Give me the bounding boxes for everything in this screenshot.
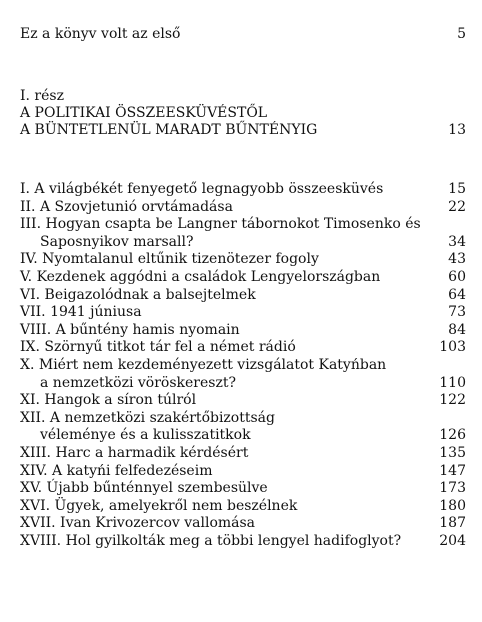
chapter-page: 103	[439, 339, 466, 356]
toc-entry-intro	[20, 26, 466, 43]
toc-entry-title: Ez a könyv volt az első	[20, 26, 181, 42]
chapter-title-line: XI. Hangok a síron túlról	[20, 392, 197, 409]
chapter-entry	[20, 339, 466, 357]
chapter-title	[20, 480, 439, 498]
chapter-page: 204	[439, 532, 466, 549]
chapter-entry	[20, 357, 466, 392]
chapter-title-line: X. Miért nem kezdeményezett vizsgálatot Katyńban	[20, 356, 387, 373]
chapter-entry	[20, 304, 466, 322]
part-page: 13	[448, 122, 466, 138]
chapter-title	[20, 445, 439, 463]
chapter-title	[20, 515, 439, 533]
chapter-entry	[20, 498, 466, 516]
chapter-title-continuation: Saposnyikov marsall?	[40, 233, 194, 250]
chapter-page: 84	[448, 321, 466, 338]
chapter-entry	[20, 515, 466, 533]
chapter-title	[20, 357, 439, 392]
chapter-title	[20, 216, 448, 251]
chapter-page: 126	[439, 427, 466, 444]
chapter-entry	[20, 392, 466, 410]
chapter-entry	[20, 322, 466, 340]
part-title-line-2: A BÜNTETLENÜL MARADT BŰNTÉNYIG	[20, 122, 318, 138]
chapter-entry	[20, 181, 466, 199]
chapter-title	[20, 392, 439, 410]
chapter-title-line: I. A világbékét fenyegető legnagyobb összeesküvés	[20, 181, 384, 197]
chapter-page: 22	[448, 198, 466, 215]
chapter-title-line: II. A Szovjetunió orvtámadása	[20, 198, 233, 215]
chapter-page: 73	[448, 304, 466, 321]
chapter-entry	[20, 199, 466, 217]
chapter-entry	[20, 533, 466, 551]
chapter-title-line: XV. Újabb bűnténnyel szembesülve	[20, 480, 268, 497]
chapter-page: 43	[448, 251, 466, 268]
chapter-title	[20, 269, 448, 287]
chapter-page: 110	[439, 374, 466, 391]
chapter-entry	[20, 287, 466, 305]
chapter-page: 122	[439, 392, 466, 409]
chapter-title-line: XVI. Ügyek, amelyekről nem beszélnek	[20, 497, 298, 514]
chapter-title	[20, 463, 439, 481]
chapter-page: 173	[439, 480, 466, 497]
chapter-page: 180	[439, 497, 466, 514]
chapter-entry	[20, 216, 466, 251]
chapter-title-line: IX. Szörnyű titkot tár fel a német rádió	[20, 339, 296, 356]
chapter-title-line: III. Hogyan csapta be Langner tábornokot Timosenko és	[20, 216, 421, 233]
chapter-title-line: VII. 1941 júniusa	[20, 304, 142, 321]
chapter-page: 187	[439, 515, 466, 532]
chapter-title-line: XVIII. Hol gyilkolták meg a többi lengyel hadifoglyot?	[20, 532, 402, 549]
chapter-title	[20, 339, 439, 357]
chapter-title	[20, 181, 448, 199]
chapter-title	[20, 304, 448, 322]
chapter-title-line: V. Kezdenek aggódni a családok Lengyelországban	[20, 268, 381, 285]
chapter-title-line: XIV. A katyńi felfedezéseim	[20, 462, 213, 479]
chapter-title-continuation: véleménye és a kulisszatitkok	[40, 427, 251, 444]
chapter-page: 64	[448, 286, 466, 303]
chapter-entry	[20, 480, 466, 498]
chapter-title-line: IV. Nyomtalanul eltűnik tizenötezer fogoly	[20, 251, 319, 268]
chapter-title-line: XVII. Ivan Krivozercov vallomása	[20, 515, 256, 532]
chapter-title	[20, 410, 439, 445]
part-label: I. rész	[20, 88, 64, 104]
chapter-title	[20, 251, 448, 269]
chapter-entry	[20, 410, 466, 445]
toc-entry-page: 5	[457, 26, 466, 42]
chapter-title	[20, 533, 439, 551]
chapter-page: 135	[439, 444, 466, 461]
chapter-title-line: XII. A nemzetközi szakértőbizottság	[20, 409, 275, 426]
chapter-title-continuation: a nemzetközi vöröskereszt?	[40, 374, 236, 391]
part-title-line-1: A POLITIKAI ÖSSZEESKÜVÉSTŐL	[20, 105, 268, 121]
chapter-page: 34	[448, 233, 466, 250]
chapter-title-line: VIII. A bűntény hamis nyomain	[20, 321, 240, 338]
chapter-title	[20, 498, 439, 516]
chapter-page: 15	[448, 181, 466, 197]
chapter-entry	[20, 269, 466, 287]
chapter-entry	[20, 445, 466, 463]
chapter-title	[20, 322, 448, 340]
chapter-title	[20, 287, 448, 305]
chapter-list	[20, 181, 466, 550]
chapter-page: 60	[448, 268, 466, 285]
chapter-title-line: XIII. Harc a harmadik kérdésért	[20, 444, 249, 461]
chapter-title	[20, 199, 448, 217]
chapter-entry	[20, 463, 466, 481]
chapter-entry	[20, 251, 466, 269]
part-heading	[20, 88, 466, 139]
chapter-page: 147	[439, 462, 466, 479]
chapter-title-line: VI. Beigazolódnak a balsejtelmek	[20, 286, 256, 303]
